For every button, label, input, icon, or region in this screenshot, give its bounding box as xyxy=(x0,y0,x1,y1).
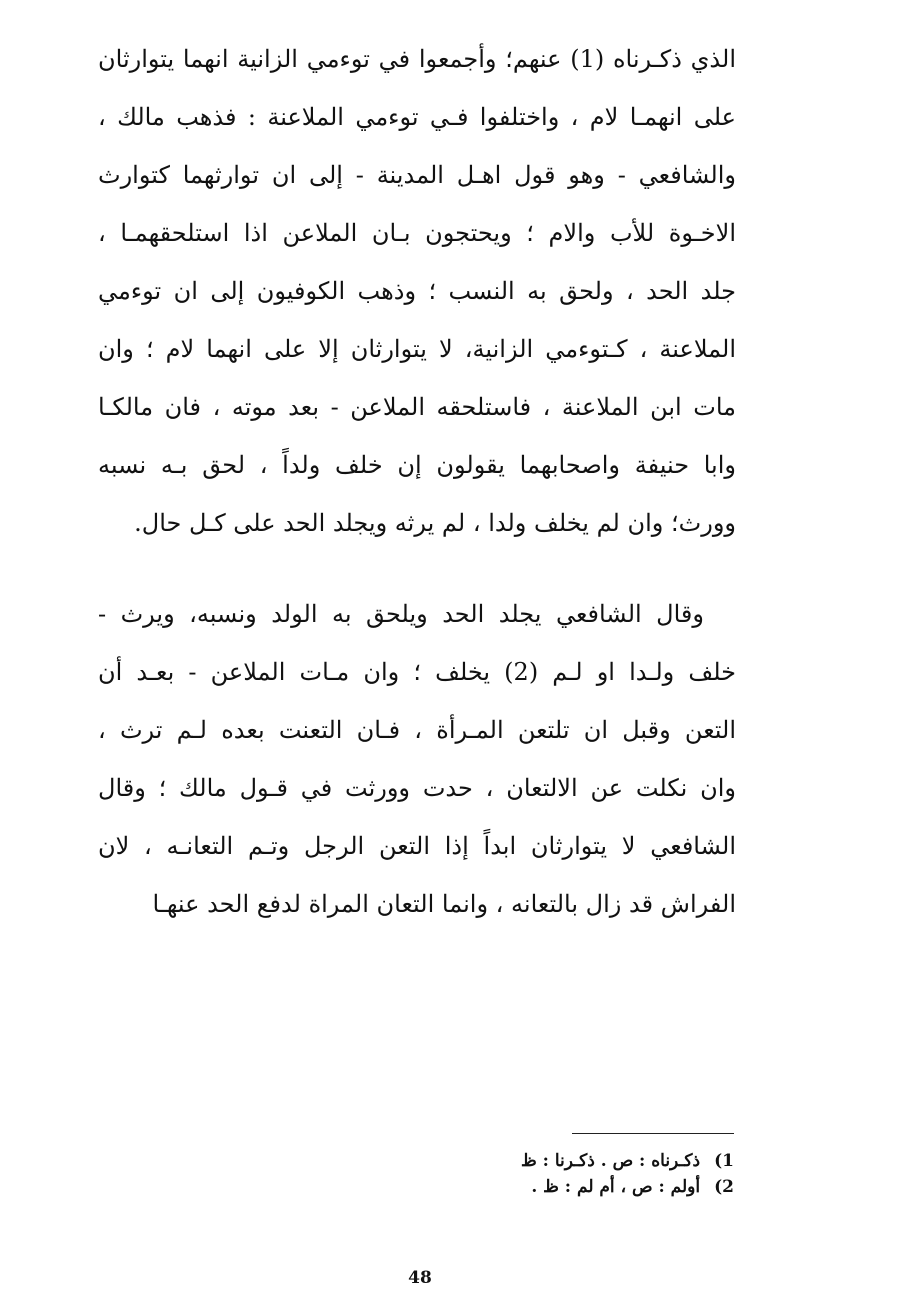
text-line: وابا حنيفة واصحابهما يقولون إن خلف ولداً ، لحق بـه نسبه xyxy=(98,451,736,479)
text-line: مات ابن الملاعنة ، فاستلحقه الملاعن - بعد موته ، فان مالكـا xyxy=(98,393,736,421)
text-line: وقال الشافعي يجلد الحد ويلحق به الولد ونسبه، ويرث - xyxy=(98,600,704,628)
footnote-text: أولم : ص ، أم لم : ظ . xyxy=(531,1177,701,1197)
text-line: الفراش قد زال بالتعانه ، وانما التعان المراة لدفع الحد عنهـا xyxy=(152,890,736,918)
text-line: الاخـوة للأب والام ؛ ويحتجون بـان الملاعن اذا استلحقهمـا ، xyxy=(98,219,736,247)
footnote-2 xyxy=(400,1174,734,1200)
text-line: الشافعي لا يتوارثان ابداً إذا التعن الرجل وتـم التعانـه ، لان xyxy=(98,832,736,860)
text-line: جلد الحد ، ولحق به النسب ؛ وذهب الكوفيون إلى ان توءمي xyxy=(98,277,736,305)
footnote-1 xyxy=(400,1148,734,1174)
text-line: والشافعي - وهو قول اهـل المدينة - إلى ان توارثهما كتوارث xyxy=(98,161,736,189)
text-line: خلف ولـدا او لـم (2) يخلف ؛ وان مـات الملاعن - بعـد أن xyxy=(98,658,736,686)
page-number: 48 xyxy=(408,1268,432,1288)
paragraph-1 xyxy=(98,30,736,552)
footnotes xyxy=(400,1148,734,1200)
paragraph-2 xyxy=(98,585,736,933)
text-line: على انهمـا لام ، واختلفوا فـي توءمي الملاعنة : فذهب مالك ، xyxy=(98,103,736,131)
footnote-number: 2) xyxy=(714,1177,734,1197)
text-line: الذي ذكـرناه (1) عنهم؛ وأجمعوا في توءمي الزانية انهما يتوارثان xyxy=(98,45,736,73)
footnote-divider xyxy=(572,1133,734,1134)
text-line: الملاعنة ، كـتوءمي الزانية، لا يتوارثان إلا على انهما لام ؛ وان xyxy=(98,335,736,363)
text-line: وورث؛ وان لم يخلف ولدا ، لم يرثه ويجلد الحد على كـل حال. xyxy=(134,509,736,537)
footnote-text: ذكـرناه : ص . ذكـرنا : ظ xyxy=(521,1151,701,1171)
text-line: التعن وقبل ان تلتعن المـرأة ، فـان التعنت بعده لـم ترث ، xyxy=(98,716,736,744)
footnote-number: 1) xyxy=(714,1151,734,1171)
text-line: وان نكلت عن الالتعان ، حدت وورثت في قـول مالك ؛ وقال xyxy=(98,774,736,802)
